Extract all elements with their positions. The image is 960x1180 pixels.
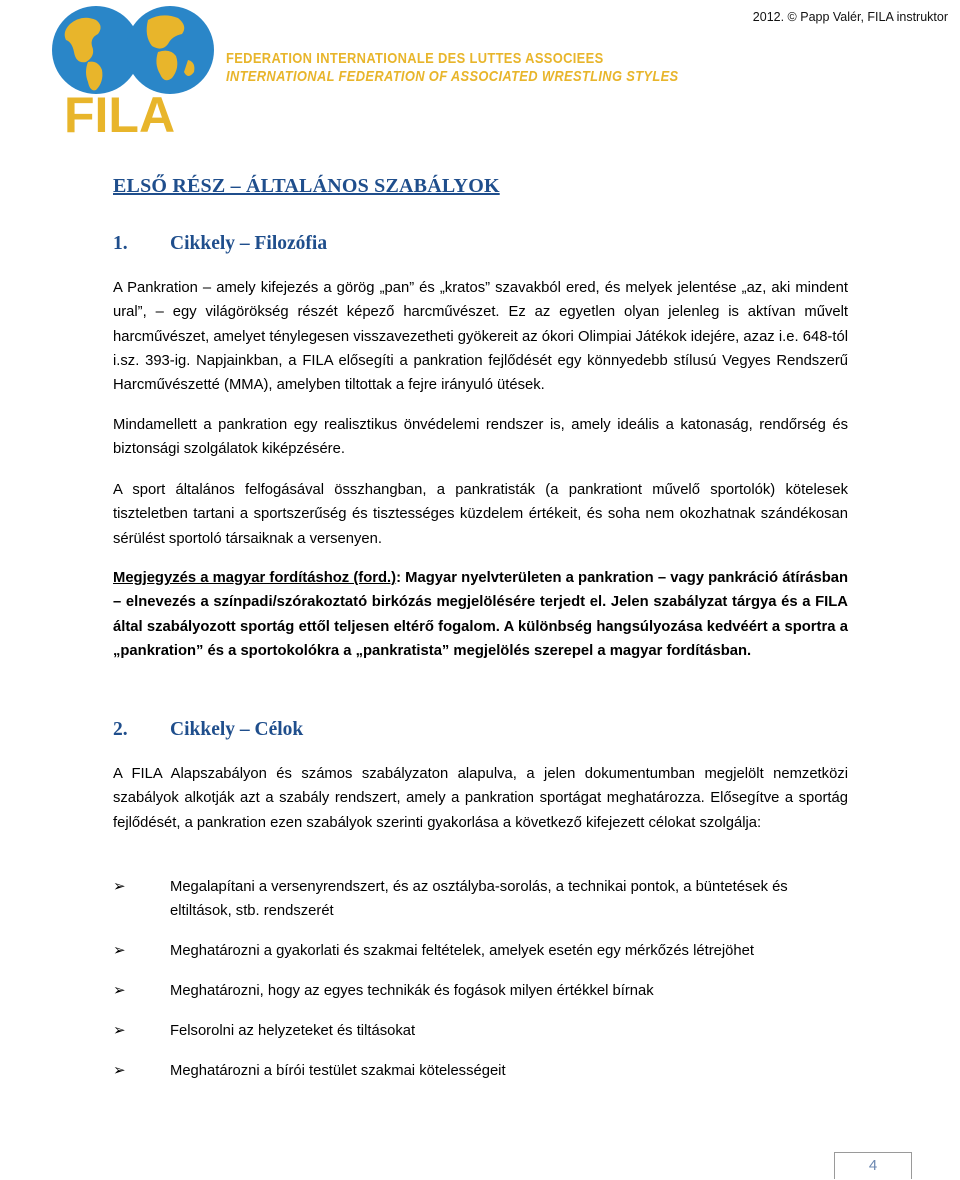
article-1-title: Cikkely – Filozófia (170, 233, 328, 254)
list-item-text: Meghatározni, hogy az egyes technikák és fogások milyen értékkel bírnak (170, 983, 654, 999)
list-item (113, 1019, 848, 1059)
article-2-heading (113, 719, 303, 741)
part-title: ELSŐ RÉSZ – ÁLTALÁNOS SZABÁLYOK (113, 175, 500, 197)
fila-logo-text: FILA (64, 87, 176, 140)
list-item-text: Megalapítani a versenyrendszert, és az osztályba-sorolás, a technikai pontok, a büntetések és eltiltások, stb. rendszerét (170, 879, 788, 920)
article-2-number: 2. (113, 719, 128, 740)
fila-logo (48, 0, 218, 140)
translator-note (113, 566, 848, 663)
arrow-bullet-icon: ➢ (113, 1062, 126, 1079)
list-item (113, 939, 848, 979)
arrow-bullet-icon: ➢ (113, 878, 126, 895)
federation-name-en: INTERNATIONAL FEDERATION OF ASSOCIATED WRESTLING STYLES (226, 68, 679, 85)
translator-note-title: Megjegyzés a magyar fordításhoz (ford.) (113, 570, 397, 586)
federation-name-fr: FEDERATION INTERNATIONALE DES LUTTES ASSOCIEES (226, 50, 604, 67)
page-header-text: 2012. © Papp Valér, FILA instruktor (752, 10, 948, 24)
article-1-paragraph-1: A Pankration – amely kifejezés a görög „pan” és „kratos” szavakból ered, és melyek jelentése „az, aki mindent ural”, – egy világörökség részét képező harcművészet. Ez az egyetlen olyan jelenleg is aktívan művelt harcművészet, amelyet ténylegesen visszavezetheti gyökereit az ókori Olimpiai Játékok idejére, azaz i.e. 648-tól i.sz. 393-ig. Napjainkban, a FILA elősegíti a pankration fejlődését egy könnyedebb stílusú Vegyes Rendszerű Harcművészetté (MMA), amelyben tiltottak a fejre irányuló ütések. (113, 280, 848, 394)
list-item-text: Meghatározni a gyakorlati és szakmai feltételek, amelyek esetén egy mérkőzés létrejöhet (170, 943, 754, 959)
list-item (113, 1059, 848, 1083)
list-item (113, 875, 848, 939)
translator-note-body: : Magyar nyelvterületen a pankration – vagy pankráció átírásban – elnevezés a színpadi/szórakoztató birkózás megjelölésére terjedt el. Jelen szabályzat tárgya és a FILA által szabályozott sportág ettől teljesen eltérő fogalom. A különbség hangsúlyozása kedvéért a sportra a „pankration” és a sportokolókra a „pankratista” megjelölés szerepel a magyar fordításban. (113, 570, 848, 659)
article-2-title: Cikkely – Célok (170, 719, 304, 740)
list-item-text: Meghatározni a bírói testület szakmai kötelességeit (170, 1063, 506, 1079)
article-1-paragraph-3: A sport általános felfogásával összhangban, a pankratisták (a pankrationt művelő sportolók) kötelesek tiszteletben tartani a sportszerűség és tisztességes küzdelem értékeit, és soha nem okozhatnak szándékosan sérülést sportoló társaiknak a versenyen. (113, 482, 848, 547)
article-1-number: 1. (113, 233, 128, 254)
article-2-intro: A FILA Alapszabályon és számos szabályzaton alapulva, a jelen dokumentumban megjelölt nemzetközi szabályok alkotják azt a szabály rendszert, amely a pankration sportágat meghatározza. Elősegítve a sportág fejlődését, a pankration ezen szabályok szerinti gyakorlása a következő kifejezett célokat szolgálja: (113, 766, 848, 831)
list-item-text: Felsorolni az helyzeteket és tiltásokat (170, 1023, 416, 1039)
list-item (113, 979, 848, 1019)
article-1-paragraph-2: Mindamellett a pankration egy realisztikus önvédelemi rendszer is, amely ideális a katonaság, rendőrség és biztonsági szolgálatok kiképzésére. (113, 417, 848, 458)
arrow-bullet-icon: ➢ (113, 1022, 126, 1039)
article-1-heading (113, 233, 327, 255)
arrow-bullet-icon: ➢ (113, 982, 126, 999)
arrow-bullet-icon: ➢ (113, 942, 126, 959)
page-number: 4 (868, 1157, 878, 1174)
goals-list (113, 875, 848, 1083)
